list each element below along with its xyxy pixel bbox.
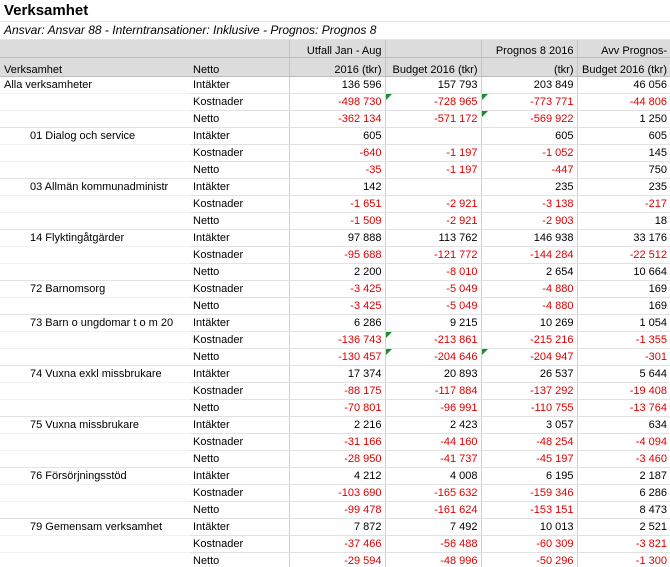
verksamhet-empty[interactable] [0, 349, 190, 366]
prognos-value[interactable]: 10 013 [481, 519, 577, 536]
table-row [0, 94, 670, 111]
budget-value[interactable]: -5 049 [385, 281, 481, 298]
header-col2-line2[interactable]: Budget 2016 (tkr) [385, 58, 481, 77]
utfall-value[interactable]: -3 425 [289, 281, 385, 298]
table-row [0, 315, 670, 332]
row-type[interactable]: Netto [190, 111, 289, 128]
utfall-value[interactable]: -95 688 [289, 247, 385, 264]
utfall-value[interactable]: 605 [289, 128, 385, 145]
prognos-value[interactable]: -110 755 [481, 400, 577, 417]
avvikelse-value[interactable]: 2 187 [577, 468, 670, 485]
utfall-value[interactable]: 6 286 [289, 315, 385, 332]
budget-value[interactable]: -96 991 [385, 400, 481, 417]
header-row-2 [0, 58, 670, 77]
utfall-value[interactable]: -498 730 [289, 94, 385, 111]
avvikelse-value[interactable]: 18 [577, 213, 670, 230]
row-type[interactable]: Netto [190, 162, 289, 179]
avvikelse-value[interactable]: 169 [577, 298, 670, 315]
verksamhet-name[interactable]: 72 Barnomsorg [0, 281, 190, 298]
budget-value[interactable] [385, 179, 481, 196]
table-row [0, 451, 670, 468]
table-row [0, 111, 670, 128]
prognos-value[interactable]: 6 195 [481, 468, 577, 485]
row-type[interactable]: Kostnader [190, 145, 289, 162]
prognos-value[interactable]: -60 309 [481, 536, 577, 553]
utfall-value[interactable]: 97 888 [289, 230, 385, 247]
verksamhet-empty[interactable] [0, 434, 190, 451]
budget-value[interactable]: 9 215 [385, 315, 481, 332]
avvikelse-value[interactable]: -44 806 [577, 94, 670, 111]
utfall-value[interactable]: -28 950 [289, 451, 385, 468]
prognos-value[interactable]: -153 151 [481, 502, 577, 519]
verksamhet-empty[interactable] [0, 553, 190, 567]
table-row [0, 179, 670, 196]
row-type[interactable]: Netto [190, 502, 289, 519]
prognos-value[interactable]: 3 057 [481, 417, 577, 434]
budget-value[interactable]: -213 861 [385, 332, 481, 349]
utfall-value[interactable]: -88 175 [289, 383, 385, 400]
verksamhet-empty[interactable] [0, 298, 190, 315]
row-type[interactable]: Netto [190, 264, 289, 281]
budget-value[interactable]: -121 772 [385, 247, 481, 264]
verksamhet-name[interactable]: 76 Försörjningsstöd [0, 468, 190, 485]
budget-value[interactable]: 2 423 [385, 417, 481, 434]
budget-value[interactable]: -2 921 [385, 213, 481, 230]
verksamhet-empty[interactable] [0, 264, 190, 281]
avvikelse-value[interactable]: -4 094 [577, 434, 670, 451]
table-row [0, 196, 670, 213]
utfall-value[interactable]: 7 872 [289, 519, 385, 536]
row-type[interactable]: Kostnader [190, 94, 289, 111]
verksamhet-name[interactable]: 01 Dialog och service [0, 128, 190, 145]
prognos-value[interactable]: -144 284 [481, 247, 577, 264]
utfall-value[interactable]: -29 594 [289, 553, 385, 567]
header-netto[interactable]: Netto [190, 58, 289, 77]
prognos-value[interactable]: -569 922 [481, 111, 577, 128]
verksamhet-empty[interactable] [0, 162, 190, 179]
row-type[interactable]: Netto [190, 213, 289, 230]
budget-value[interactable]: -728 965 [385, 94, 481, 111]
header-row-1 [0, 40, 670, 58]
row-type[interactable]: Kostnader [190, 536, 289, 553]
table-row [0, 298, 670, 315]
table-row [0, 332, 670, 349]
avvikelse-value[interactable]: 5 644 [577, 366, 670, 383]
avvikelse-value[interactable]: 235 [577, 179, 670, 196]
prognos-value[interactable]: 26 537 [481, 366, 577, 383]
row-type[interactable]: Intäkter [190, 315, 289, 332]
row-type[interactable]: Netto [190, 349, 289, 366]
row-type[interactable]: Intäkter [190, 519, 289, 536]
table-row [0, 536, 670, 553]
utfall-value[interactable]: -130 457 [289, 349, 385, 366]
avvikelse-value[interactable]: -1 355 [577, 332, 670, 349]
row-type[interactable]: Kostnader [190, 247, 289, 264]
budget-value[interactable]: -48 996 [385, 553, 481, 567]
verksamhet-empty[interactable] [0, 247, 190, 264]
avvikelse-value[interactable]: 634 [577, 417, 670, 434]
prognos-value[interactable]: -204 947 [481, 349, 577, 366]
avvikelse-value[interactable]: 169 [577, 281, 670, 298]
verksamhet-empty[interactable] [0, 213, 190, 230]
row-type[interactable]: Kostnader [190, 196, 289, 213]
prognos-value[interactable]: -773 771 [481, 94, 577, 111]
header-col4-line1[interactable]: Avv Prognos- [577, 40, 670, 58]
row-type[interactable]: Kostnader [190, 434, 289, 451]
verksamhet-empty[interactable] [0, 196, 190, 213]
utfall-value[interactable]: -362 134 [289, 111, 385, 128]
row-type[interactable]: Intäkter [190, 230, 289, 247]
avvikelse-value[interactable]: 46 056 [577, 77, 670, 94]
header-col3-line1[interactable]: Prognos 8 2016 [481, 40, 577, 58]
row-type[interactable]: Netto [190, 298, 289, 315]
prognos-value[interactable]: -3 138 [481, 196, 577, 213]
table-row [0, 417, 670, 434]
utfall-value[interactable]: -640 [289, 145, 385, 162]
avvikelse-value[interactable]: -1 300 [577, 553, 670, 567]
table-row [0, 519, 670, 536]
avvikelse-value[interactable]: 145 [577, 145, 670, 162]
avvikelse-value[interactable]: -3 460 [577, 451, 670, 468]
budget-value[interactable]: -41 737 [385, 451, 481, 468]
prognos-value[interactable]: 10 269 [481, 315, 577, 332]
row-type[interactable]: Netto [190, 400, 289, 417]
avvikelse-value[interactable]: -3 821 [577, 536, 670, 553]
avvikelse-value[interactable]: 8 473 [577, 502, 670, 519]
table-row [0, 400, 670, 417]
verksamhet-empty[interactable] [0, 400, 190, 417]
budget-value[interactable]: -5 049 [385, 298, 481, 315]
report-table [0, 40, 670, 567]
verksamhet-empty[interactable] [0, 111, 190, 128]
table-row [0, 145, 670, 162]
table-row [0, 553, 670, 567]
prognos-value[interactable]: 203 849 [481, 77, 577, 94]
table-body [0, 77, 670, 567]
verksamhet-name[interactable]: 74 Vuxna exkl missbrukare [0, 366, 190, 383]
table-row [0, 264, 670, 281]
table-row [0, 281, 670, 298]
header-col1-line1[interactable]: Utfall Jan - Aug [289, 40, 385, 58]
row-type[interactable]: Netto [190, 553, 289, 567]
row-type[interactable]: Kostnader [190, 383, 289, 400]
table-row [0, 366, 670, 383]
budget-value[interactable] [385, 128, 481, 145]
row-type[interactable]: Intäkter [190, 77, 289, 94]
prognos-value[interactable]: 2 654 [481, 264, 577, 281]
budget-value[interactable]: -204 646 [385, 349, 481, 366]
report-title: Verksamhet [0, 0, 670, 22]
row-type[interactable]: Intäkter [190, 468, 289, 485]
utfall-value[interactable]: -37 466 [289, 536, 385, 553]
verksamhet-empty[interactable] [0, 383, 190, 400]
prognos-value[interactable]: -1 052 [481, 145, 577, 162]
row-type[interactable]: Kostnader [190, 485, 289, 502]
prognos-value[interactable]: -4 880 [481, 298, 577, 315]
table-row [0, 230, 670, 247]
budget-value[interactable]: -2 921 [385, 196, 481, 213]
utfall-value[interactable]: -31 166 [289, 434, 385, 451]
report-subtitle: Ansvar: Ansvar 88 - Interntransationer: Inklusive - Prognos: Prognos 8 [0, 22, 670, 40]
prognos-value[interactable]: 235 [481, 179, 577, 196]
verksamhet-empty[interactable] [0, 485, 190, 502]
utfall-value[interactable]: -136 743 [289, 332, 385, 349]
verksamhet-empty[interactable] [0, 332, 190, 349]
row-type[interactable]: Intäkter [190, 179, 289, 196]
prognos-value[interactable]: 605 [481, 128, 577, 145]
avvikelse-value[interactable]: -13 764 [577, 400, 670, 417]
utfall-value[interactable]: 2 216 [289, 417, 385, 434]
utfall-value[interactable]: -3 425 [289, 298, 385, 315]
prognos-value[interactable]: -48 254 [481, 434, 577, 451]
prognos-value[interactable]: -50 296 [481, 553, 577, 567]
table-row [0, 383, 670, 400]
verksamhet-empty[interactable] [0, 502, 190, 519]
avvikelse-value[interactable]: 6 286 [577, 485, 670, 502]
avvikelse-value[interactable]: -22 512 [577, 247, 670, 264]
header-empty [0, 40, 190, 58]
prognos-value[interactable]: -4 880 [481, 281, 577, 298]
prognos-value[interactable]: -2 903 [481, 213, 577, 230]
row-type[interactable]: Intäkter [190, 366, 289, 383]
row-type[interactable]: Kostnader [190, 332, 289, 349]
avvikelse-value[interactable]: -19 408 [577, 383, 670, 400]
avvikelse-value[interactable]: -217 [577, 196, 670, 213]
table-row [0, 162, 670, 179]
budget-value[interactable]: -44 160 [385, 434, 481, 451]
header-col1-line2[interactable]: 2016 (tkr) [289, 58, 385, 77]
verksamhet-name[interactable]: 14 Flyktingåtgärder [0, 230, 190, 247]
avvikelse-value[interactable]: 33 176 [577, 230, 670, 247]
table-row [0, 77, 670, 94]
budget-value[interactable]: -161 624 [385, 502, 481, 519]
verksamhet-name[interactable]: 75 Vuxna missbrukare [0, 417, 190, 434]
verksamhet-name[interactable]: 73 Barn o ungdomar t o m 20 [0, 315, 190, 332]
utfall-value[interactable]: 2 200 [289, 264, 385, 281]
prognos-value[interactable]: -159 346 [481, 485, 577, 502]
budget-value[interactable]: 4 008 [385, 468, 481, 485]
avvikelse-value[interactable]: 1 250 [577, 111, 670, 128]
header-col3-line2[interactable]: (tkr) [481, 58, 577, 77]
header-empty [190, 40, 289, 58]
table-row [0, 247, 670, 264]
table-row [0, 468, 670, 485]
row-type[interactable]: Kostnader [190, 281, 289, 298]
table-row [0, 485, 670, 502]
row-type[interactable]: Intäkter [190, 417, 289, 434]
utfall-value[interactable]: 136 596 [289, 77, 385, 94]
utfall-value[interactable]: 17 374 [289, 366, 385, 383]
header-verksamhet[interactable]: Verksamhet [0, 58, 190, 77]
budget-value[interactable]: -8 010 [385, 264, 481, 281]
avvikelse-value[interactable]: 10 664 [577, 264, 670, 281]
table-row [0, 128, 670, 145]
utfall-value[interactable]: -70 801 [289, 400, 385, 417]
avvikelse-value[interactable]: 2 521 [577, 519, 670, 536]
verksamhet-empty[interactable] [0, 94, 190, 111]
table-row [0, 502, 670, 519]
budget-value[interactable]: 113 762 [385, 230, 481, 247]
utfall-value[interactable]: -35 [289, 162, 385, 179]
table-row [0, 434, 670, 451]
prognos-value[interactable]: 146 938 [481, 230, 577, 247]
utfall-value[interactable]: 4 212 [289, 468, 385, 485]
utfall-value[interactable]: -1 651 [289, 196, 385, 213]
avvikelse-value[interactable]: 1 054 [577, 315, 670, 332]
row-type[interactable]: Intäkter [190, 128, 289, 145]
table-row [0, 213, 670, 230]
table-row [0, 349, 670, 366]
budget-value[interactable]: -1 197 [385, 145, 481, 162]
verksamhet-empty[interactable] [0, 145, 190, 162]
budget-value[interactable]: -117 884 [385, 383, 481, 400]
verksamhet-name[interactable]: 03 Allmän kommunadministr [0, 179, 190, 196]
budget-value[interactable]: -56 488 [385, 536, 481, 553]
prognos-value[interactable]: -447 [481, 162, 577, 179]
header-col2-line1[interactable] [385, 40, 481, 58]
budget-value[interactable]: -571 172 [385, 111, 481, 128]
prognos-value[interactable]: -215 216 [481, 332, 577, 349]
verksamhet-name[interactable]: 79 Gemensam verksamhet [0, 519, 190, 536]
avvikelse-value[interactable]: 750 [577, 162, 670, 179]
budget-value[interactable]: 157 793 [385, 77, 481, 94]
verksamhet-name[interactable]: Alla verksamheter [0, 77, 190, 94]
avvikelse-value[interactable]: 605 [577, 128, 670, 145]
verksamhet-empty[interactable] [0, 536, 190, 553]
prognos-value[interactable]: -45 197 [481, 451, 577, 468]
utfall-value[interactable]: -99 478 [289, 502, 385, 519]
utfall-value[interactable]: -103 690 [289, 485, 385, 502]
avvikelse-value[interactable]: -301 [577, 349, 670, 366]
budget-value[interactable]: -165 632 [385, 485, 481, 502]
budget-value[interactable]: -1 197 [385, 162, 481, 179]
budget-value[interactable]: 20 893 [385, 366, 481, 383]
verksamhet-empty[interactable] [0, 451, 190, 468]
header-col4-line2[interactable]: Budget 2016 (tkr) [577, 58, 670, 77]
prognos-value[interactable]: -137 292 [481, 383, 577, 400]
utfall-value[interactable]: 142 [289, 179, 385, 196]
utfall-value[interactable]: -1 509 [289, 213, 385, 230]
budget-value[interactable]: 7 492 [385, 519, 481, 536]
row-type[interactable]: Netto [190, 451, 289, 468]
